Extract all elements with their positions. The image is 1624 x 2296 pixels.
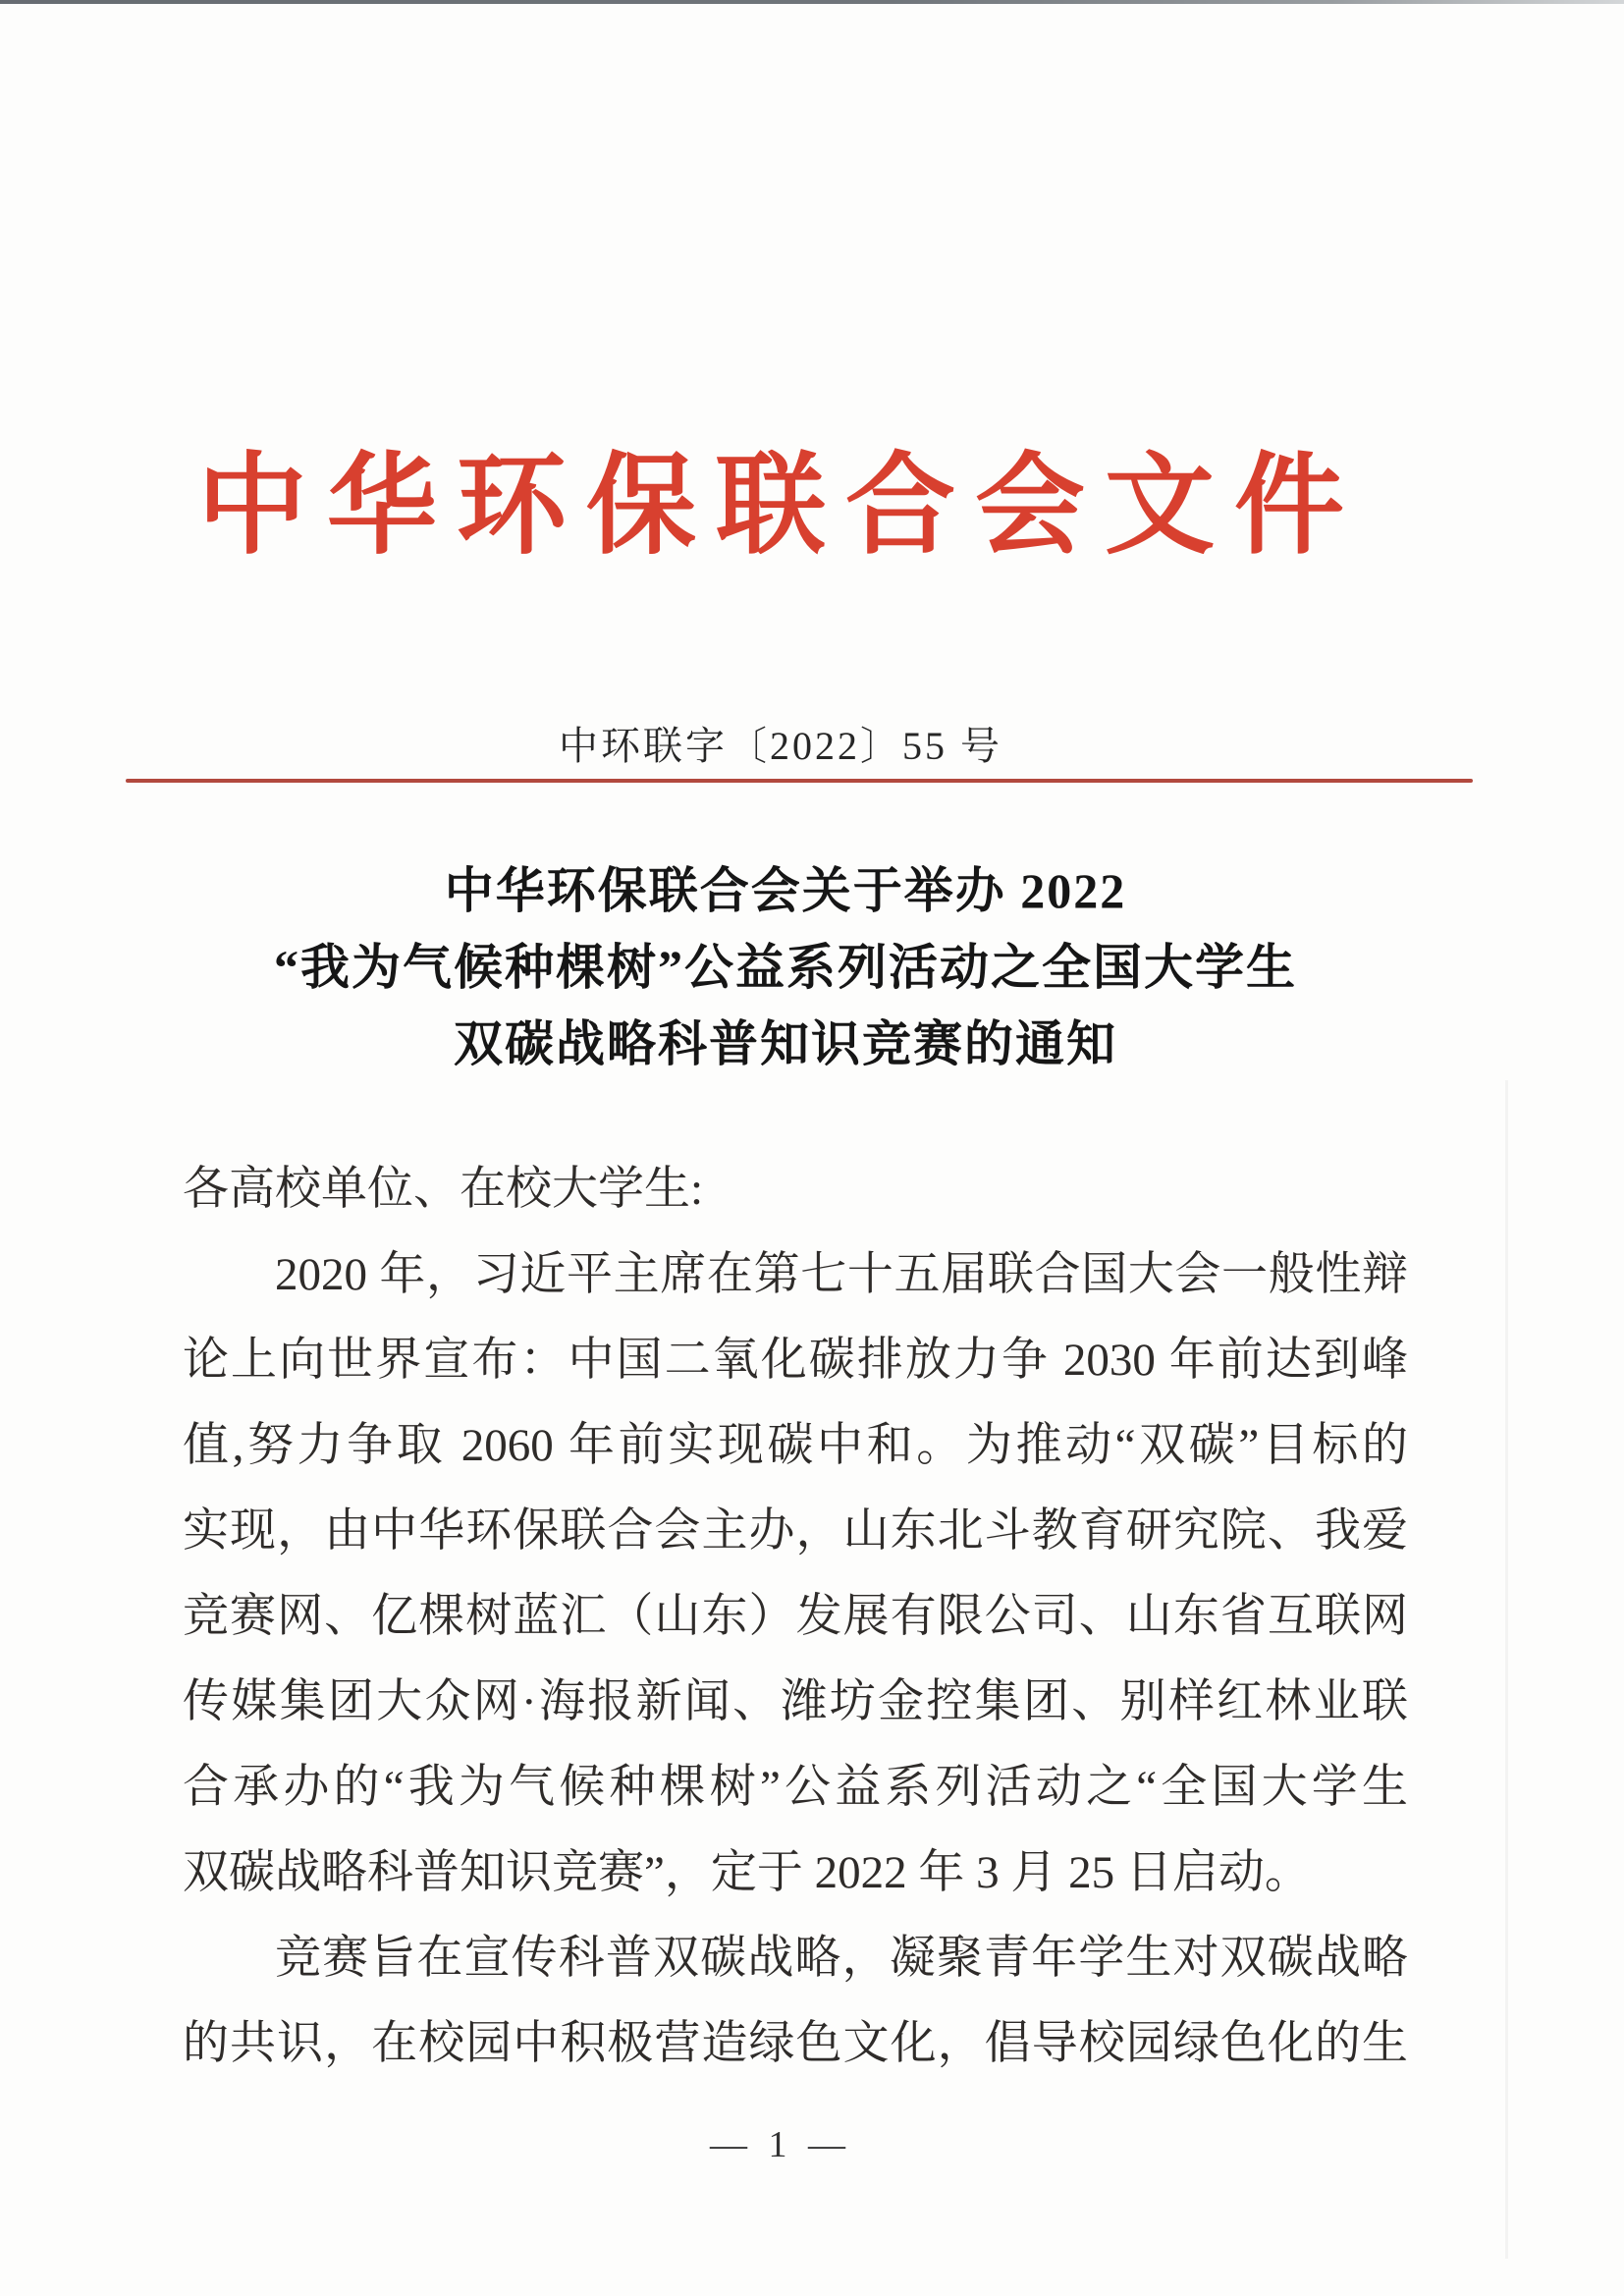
notice-title-line-2: “我为气候种棵树”公益系列活动之全国大学生 [274, 940, 1297, 995]
page-number: — 1 — [710, 2124, 851, 2165]
body-line: 竞赛旨在宣传科普双碳战略，凝聚青年学生对双碳战略 [275, 1933, 1408, 1984]
body-line: 双碳战略科普知识竞赛”，定于 2022 年 3 月 25 日启动。 [183, 1847, 1311, 1898]
scan-streak-artifact [1505, 1080, 1508, 2259]
doc-number: 中环联字〔2022〕55 号 [559, 724, 1002, 768]
org-header-title: 中华环保联合会文件 [197, 446, 1364, 568]
scan-edge-artifact [0, 0, 1624, 4]
body-text [183, 1147, 1408, 2087]
notice-title [147, 852, 1424, 1082]
body-line: 的共识，在校园中积极营造绿色文化，倡导校园绿色化的生 [183, 2018, 1408, 2069]
notice-title-line-1: 中华环保联合会关于举办 2022 [444, 863, 1127, 918]
notice-title-line-3: 双碳战略科普知识竞赛的通知 [454, 1016, 1117, 1071]
body-line: 2020 年，习近平主席在第七十五届联合国大会一般性辩 [275, 1249, 1408, 1300]
body-line: 实现，由中华环保联合会主办，山东北斗教育研究院、我爱 [183, 1505, 1408, 1557]
body-line: 各高校单位、在校大学生: [183, 1164, 704, 1215]
body-line: 合承办的“我为气候种棵树”公益系列活动之“全国大学生 [183, 1762, 1408, 1813]
red-divider-line [126, 779, 1473, 783]
body-line: 竞赛网、亿棵树蓝汇（山东）发展有限公司、山东省互联网 [183, 1591, 1408, 1642]
body-line: 论上向世界宣布：中国二氧化碳排放力争 2030 年前达到峰 [183, 1335, 1408, 1386]
body-line: 值,努力争取 2060 年前实现碳中和。为推动“双碳”目标的 [183, 1420, 1408, 1471]
body-line: 传媒集团大众网·海报新闻、潍坊金控集团、别样红林业联 [183, 1676, 1408, 1727]
